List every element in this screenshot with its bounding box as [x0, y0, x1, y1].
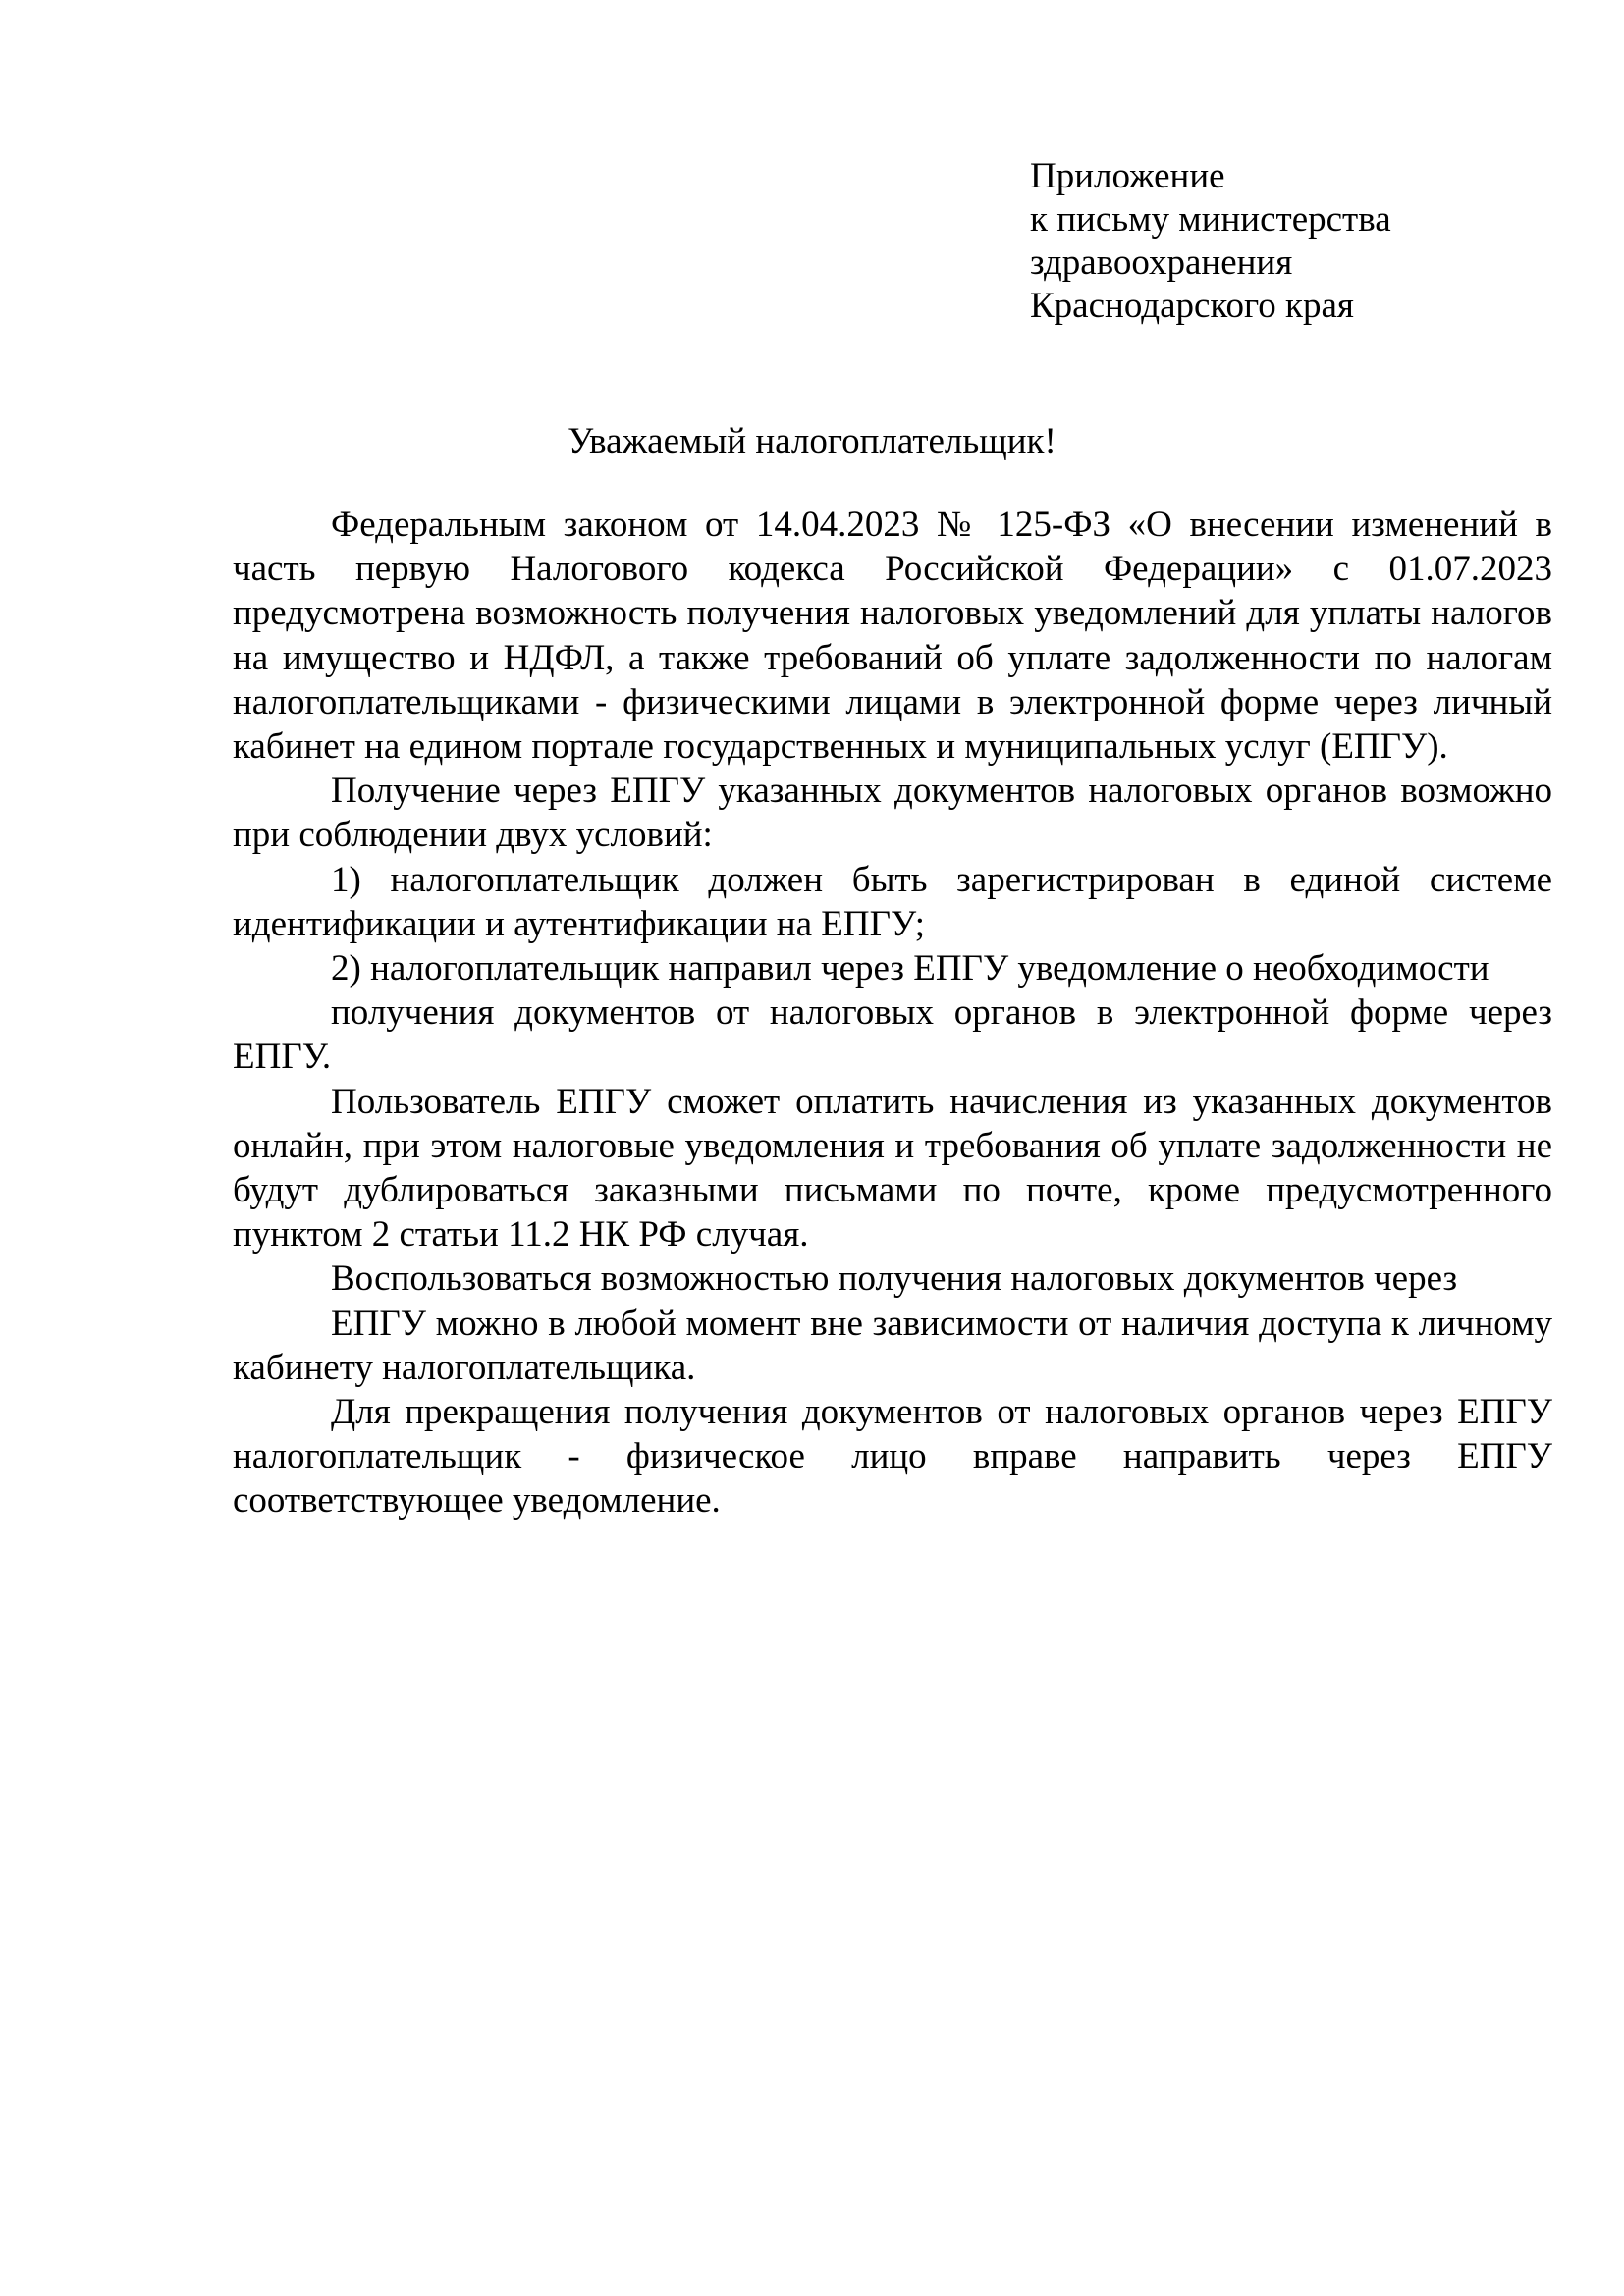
letter-body [233, 503, 1552, 1523]
paragraph-conditions-intro: Получение через ЕПГУ указанных документов налоговых органов возможно при соблюдении двух условий: [233, 771, 1552, 856]
annex-line-2: к письму министерства [1030, 199, 1391, 240]
paragraph-condition-1: 1) налогоплательщик должен быть зарегистрирован в единой системе идентификации и аутентификации на ЕПГУ; [233, 859, 1552, 944]
paragraph-condition-2-line: 2) налогоплательщик направил через ЕПГУ уведомление о необходимости [331, 948, 1489, 989]
paragraph-termination: Для прекращения получения документов от налоговых органов через ЕПГУ налогоплательщик - физическое лицо вправе направить через ЕПГУ соответствующее уведомление. [233, 1392, 1552, 1522]
paragraph-condition-2-continuation: получения документов от налоговых органов в электронной форме через ЕПГУ. [233, 992, 1552, 1078]
salutation-heading: Уважаемый налогоплательщик! [568, 421, 1056, 461]
paragraph-federal-law: Федеральным законом от 14.04.2023 № 125-ФЗ «О внесении изменений в часть первую Налогового кодекса Российской Федерации» с 01.07.2023 предусмотрена возможность получения налоговых уведомлений для уплаты налогов на имущество и НДФЛ, а также требований об уплате задолженности по налогам налогоплательщиками - физическими лицами в электронной форме через личный кабинет на едином портале государственных и муниципальных услуг (ЕПГУ). [233, 505, 1552, 768]
annex-line-3: здравоохранения [1030, 242, 1293, 283]
paragraph-payment-online: Пользователь ЕПГУ сможет оплатить начисления из указанных документов онлайн, при этом налоговые уведомления и требования об уплате задолженности не будут дублироваться заказными письмами по почте, кроме предусмотренного пунктом 2 статьи 11.2 НК РФ случая. [233, 1081, 1552, 1255]
paragraph-use-opportunity-continuation: ЕПГУ можно в любой момент вне зависимости от наличия доступа к личному кабинету налогоплательщика. [233, 1303, 1552, 1388]
paragraph-use-opportunity-line: Воспользоваться возможностью получения налоговых документов через [331, 1258, 1458, 1300]
annex-line-1: Приложение [1030, 156, 1225, 196]
annex-header [1030, 155, 1391, 328]
annex-line-4: Краснодарского края [1030, 286, 1354, 326]
